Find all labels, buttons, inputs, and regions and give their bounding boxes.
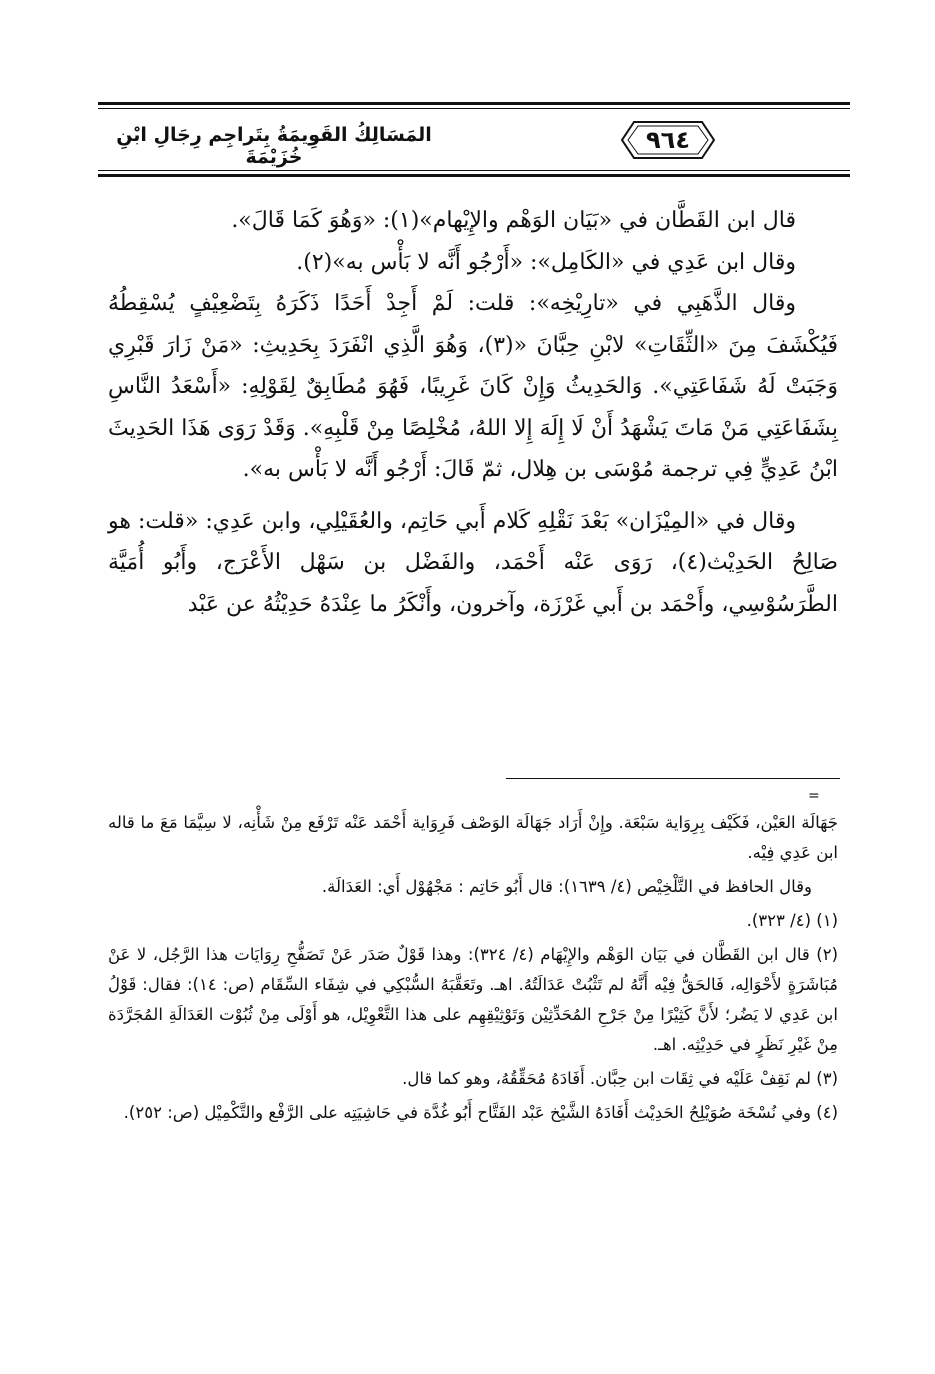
page-number-badge — [620, 118, 716, 162]
paragraph-ibn-qattan: قال ابن القَطَّان في «بَيَان الوَهْم والإِيْهام»(١): «وَهُوَ كَمَا قَالَ». — [231, 208, 796, 233]
header-rule-top — [98, 102, 850, 105]
paragraph-ibn-adi: وقال ابن عَدِي في «الكَامِل»: «أَرْجُو أَنَّه لا بَأْس به»(٢). — [296, 249, 796, 275]
header-rule-bottom — [98, 174, 850, 177]
paragraph-dhahabi: وقال الذَّهَبِي في «تارِيْخِه»: قلت: لَمْ أَجِدْ أَحَدًا ذَكَرَهُ بِتَضْعِيْفٍ يُسْقِطُهُ فَيُكْشَفَ مِنَ «الثِّقَاتِ» لابْنِ حِبَّانَ «(٣)، وَهُوَ الَّذِي انْفَرَدَ بِحَدِيثِ: «مَنْ زَارَ قَبْرِي وَجَبَتْ لَهُ شَفَاعَتِي». وَالحَدِيثُ وَإِنْ كَانَ غَرِيبًا، فَهُوَ مُطَابِقٌ لِقَوْلِهِ: «أَسْعَدُ النَّاسِ بِشَفَاعَتِي مَنْ مَاتَ يَشْهَدُ أَنْ لَا إِلَهَ إِلا اللهُ، مُخْلِصًا مِنْ قَلْبِهِ». وَقَدْ رَوَى هَذَا الحَدِيثَ ابْنُ عَدِيٍّ فِي ترجمة مُوْسَى بن هِلال، ثمّ قَالَ: أَرْجُو أَنَّه لا بَأْس به». — [108, 291, 838, 482]
footnote-continuation-mark: = — [808, 788, 820, 804]
page-header — [98, 100, 850, 180]
header-rule-bottom-thin — [98, 170, 850, 171]
footnote-4: (٤) وفي نُسْخَة صُوَيْلِحُ الحَدِيْث أَفَادَهُ الشَّيْخ عَبْد الفَتَّاح أَبُو غُدَّة في حَاشِيَتِه على الرَّفْع والتَّكْمِيْل (ص: ٢٥٢). — [123, 1103, 838, 1122]
footnote-separator — [506, 778, 840, 779]
footnote-1: (١) (٤/ ٣٢٣). — [746, 911, 838, 930]
main-text — [108, 200, 838, 625]
paragraph-mizan: وقال في «المِيْزَان» بَعْدَ نَقْلِهِ كَلام أَبي حَاتِم، والعُقَيْلِي، وابن عَدِي: «قلت: هو صَالِحُ الحَدِيْث(٤)، رَوَى عَنْه أَحْمَد، والفَضْل بن سَهْل الأَعْرَج، وأَبُو أُمَيَّة الطَّرَسُوْسِي، وأَحْمَد بن أَبي غَرْزَة، وآخرون، وأَنْكَرُ ما عِنْدَهُ حَدِيْثُهُ عن عَبْد — [108, 508, 838, 617]
footnote-continuation: جَهَالَة العَيْن، فَكَيْف بِرِوَاية سَبْعَة. وإِنْ أَرَاد جَهَالَة الوَصْف فَرِوَاية أَحْمَد عَنْه تَرْفَع مِنْ شَأْنِه، لا سِيَّمَا مَعَ ما قاله ابن عَدِي فِيْه. — [108, 813, 838, 862]
footnotes — [108, 808, 838, 1132]
page-number: ٩٦٤ — [646, 126, 690, 154]
running-title: المَسَالِكُ القَوِيمَةُ بِتَراجِم رِجَالِ ابْنِ خُزَيْمَةَ — [116, 124, 432, 168]
header-rule-top-thin — [98, 108, 850, 109]
footnote-talkhis: وقال الحافظ في التَّلْخِيْص (٤/ ١٦٣٩): قال أَبُو حَاتِم : مَجْهُوْل أَي: العَدَالَة. — [321, 877, 812, 896]
footnote-3: (٣) لم نَقِفْ عَلَيْه في ثِقَات ابن حِبَّان. أَفَادَهُ مُحَقِّقُهُ، وهو كما قال. — [402, 1069, 838, 1088]
footnote-2: (٢) قال ابن القَطَّان في بَيَان الوَهْم والإِيْهَام (٤/ ٣٢٤): وهذا قَوْلٌ صَدَر عَنْ تَصَفُّحِ رِوَايَات هذا الرَّجُل، لا عَنْ مُبَاشَرَةٍ لأَحْوَالِه، فَالحَقُّ فِيْه أَنَّهُ لم تَثْبُتْ عَدَالَتُهُ. اهـ. وتَعَقَّبَهُ السُّبْكِي في شِفَاء السِّقَام (ص: ١٤): فقال: قَوْلُ ابن عَدِي لا يَضُر؛ لأَنَّ كَثِيْرًا مِنْ جَرْحِ المُحَدِّثِيْن وَتَوْثِيْقِهِم على هذا التَّعْوِيْل، هو أَوْلَى مِنْ ثُبُوْت العَدَالَةِ المُجَرَّدَة مِنْ غَيْرِ نَظَرٍ في حَدِيْثِه. اهـ. — [108, 945, 838, 1054]
